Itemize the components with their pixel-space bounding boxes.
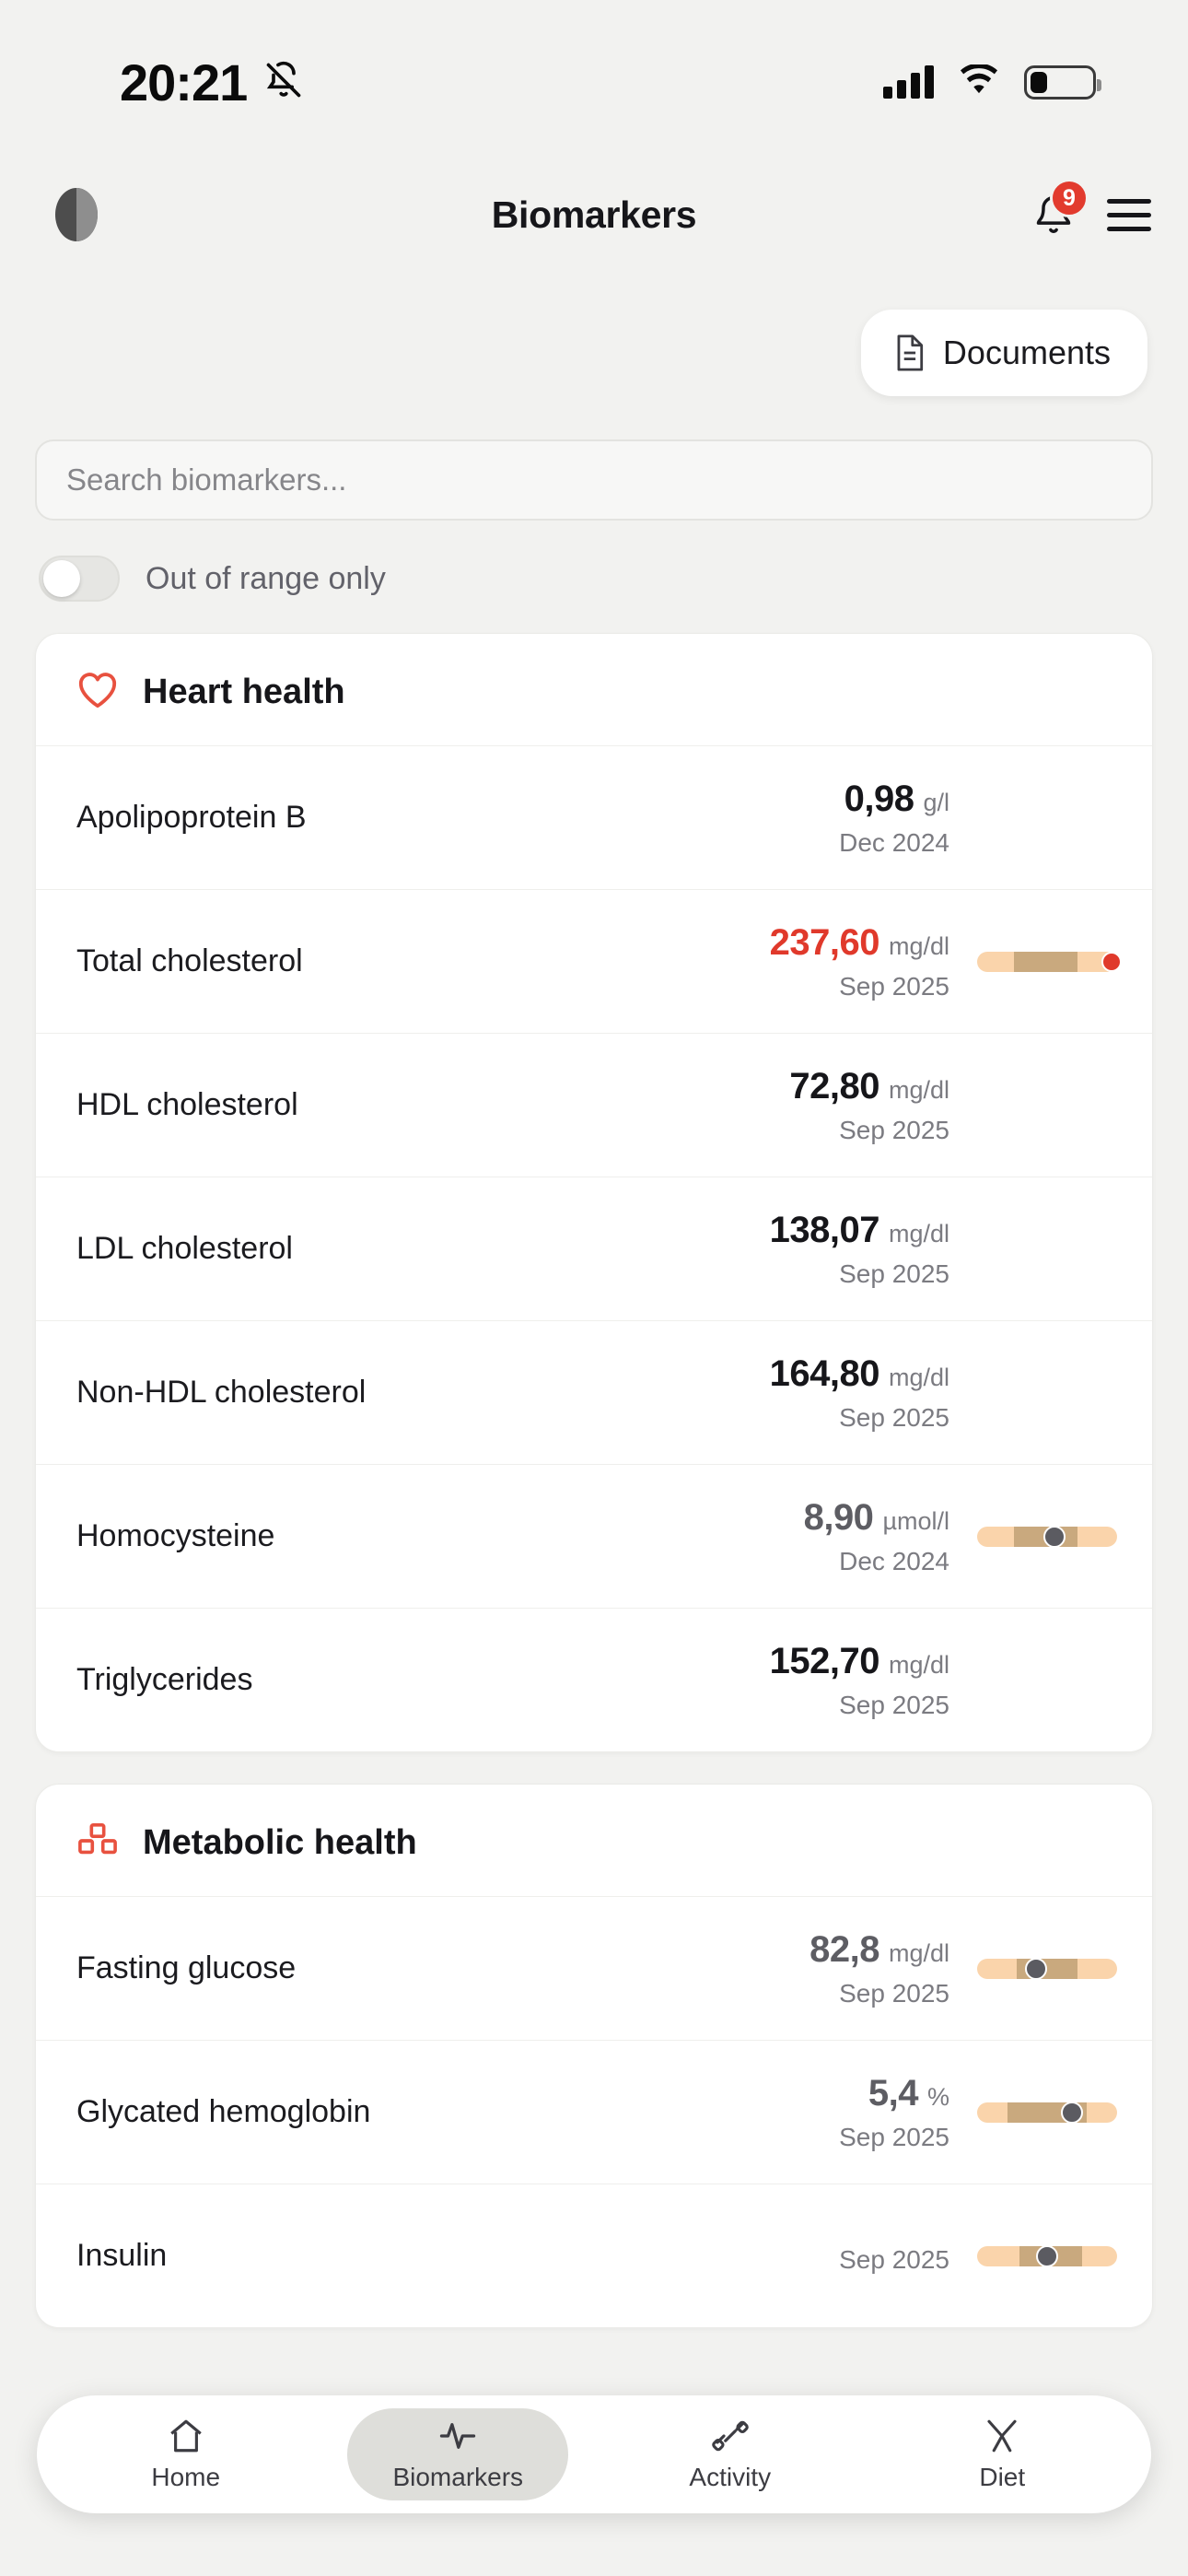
biomarker-unit: mg/dl xyxy=(888,1363,949,1391)
documents-row xyxy=(0,265,1188,396)
biomarker-date: Sep 2025 xyxy=(839,2122,949,2151)
out-of-range-label: Out of range only xyxy=(146,560,386,596)
heart-icon xyxy=(76,671,119,714)
biomarker-date: Dec 2024 xyxy=(839,827,949,857)
section-header xyxy=(36,1785,1152,1896)
bell-slash-icon xyxy=(263,60,304,105)
bottom-tab-bar xyxy=(37,2395,1151,2513)
tab-label: Home xyxy=(151,2463,221,2491)
section-title: Metabolic health xyxy=(143,1823,417,1862)
biomarker-value xyxy=(673,1353,949,1433)
range-indicator xyxy=(977,2246,1117,2266)
biomarker-date: Sep 2025 xyxy=(839,1259,949,1288)
section-card-heart-health xyxy=(35,633,1153,1752)
biomarker-date: Sep 2025 xyxy=(839,1402,949,1432)
range-indicator xyxy=(977,1959,1117,1979)
biomarker-unit: mg/dl xyxy=(888,1219,949,1247)
biomarker-date: Dec 2024 xyxy=(839,1546,949,1575)
search-placeholder: Search biomarkers... xyxy=(66,463,347,497)
range-indicator xyxy=(977,952,1117,972)
table-row[interactable] xyxy=(36,1896,1152,2040)
tab-label: Diet xyxy=(979,2463,1026,2491)
biomarker-unit: mg/dl xyxy=(888,931,949,960)
table-row[interactable] xyxy=(36,1320,1152,1464)
documents-button-label: Documents xyxy=(942,334,1111,371)
biomarker-date: Sep 2025 xyxy=(839,2245,949,2274)
table-row[interactable] xyxy=(36,2040,1152,2184)
biomarker-date: Sep 2025 xyxy=(839,1690,949,1719)
wifi-icon xyxy=(958,64,1000,100)
biomarker-number: 152,70 xyxy=(769,1640,879,1681)
biomarker-date: Sep 2025 xyxy=(839,1115,949,1144)
biomarker-value xyxy=(673,1641,949,1720)
biomarker-number: 72,80 xyxy=(789,1065,879,1107)
biomarker-value xyxy=(673,1929,949,2008)
biomarker-name: Non-HDL cholesterol xyxy=(76,1375,367,1410)
biomarker-value xyxy=(673,1066,949,1145)
biomarker-value xyxy=(673,1497,949,1576)
out-of-range-toggle[interactable] xyxy=(39,556,120,602)
biomarker-unit: mg/dl xyxy=(888,1650,949,1679)
metabolic-cubes-icon xyxy=(76,1821,119,1865)
out-of-range-filter[interactable] xyxy=(0,521,1188,602)
biomarker-number: 138,07 xyxy=(769,1209,879,1250)
table-row[interactable] xyxy=(36,1177,1152,1320)
hamburger-menu-icon[interactable] xyxy=(1107,199,1151,231)
biomarker-value xyxy=(673,779,949,858)
biomarker-value xyxy=(673,1210,949,1289)
table-row[interactable] xyxy=(36,889,1152,1033)
search-input[interactable] xyxy=(35,439,1153,521)
status-bar xyxy=(0,0,1188,164)
notification-badge: 9 xyxy=(1050,179,1089,217)
biomarker-value xyxy=(673,2073,949,2152)
range-indicator xyxy=(977,1527,1117,1547)
biomarker-name: Insulin xyxy=(76,2238,168,2273)
biomarker-number: 164,80 xyxy=(769,1352,879,1394)
biomarker-number: 0,98 xyxy=(844,778,914,819)
biomarker-unit: g/l xyxy=(923,788,949,816)
range-indicator xyxy=(977,2102,1117,2123)
biomarker-date: Sep 2025 xyxy=(839,971,949,1001)
tab-diet[interactable] xyxy=(891,2408,1112,2500)
table-row[interactable] xyxy=(36,1033,1152,1177)
tab-biomarkers[interactable] xyxy=(347,2408,568,2500)
page-title: Biomarkers xyxy=(491,193,697,236)
documents-button[interactable] xyxy=(861,310,1147,396)
tab-activity[interactable] xyxy=(620,2408,841,2500)
cellular-signal-icon xyxy=(883,65,934,99)
biomarker-name: Apolipoprotein B xyxy=(76,800,307,835)
battery-icon xyxy=(1024,65,1096,100)
notifications-button[interactable] xyxy=(1033,184,1076,236)
biomarker-name: Glycated hemoglobin xyxy=(76,2094,371,2129)
header-actions xyxy=(1033,184,1151,236)
biomarker-unit: µmol/l xyxy=(882,1506,949,1535)
biomarker-name: Triglycerides xyxy=(76,1662,253,1697)
section-card-metabolic-health xyxy=(35,1784,1153,2328)
status-bar-left xyxy=(120,53,304,112)
tab-label: Activity xyxy=(689,2463,772,2491)
table-row[interactable] xyxy=(36,745,1152,889)
biomarker-name: Total cholesterol xyxy=(76,943,303,978)
tab-label: Biomarkers xyxy=(392,2463,524,2491)
biomarker-name: Fasting glucose xyxy=(76,1950,297,1985)
table-row[interactable] xyxy=(36,2184,1152,2327)
biomarker-unit: mg/dl xyxy=(888,1075,949,1104)
document-icon xyxy=(894,334,925,371)
biomarker-unit: mg/dl xyxy=(888,1938,949,1967)
biomarker-name: HDL cholesterol xyxy=(76,1087,298,1122)
table-row[interactable] xyxy=(36,1608,1152,1751)
home-icon xyxy=(167,2417,205,2455)
biomarker-date: Sep 2025 xyxy=(839,1978,949,2008)
biomarker-unit: % xyxy=(926,2082,949,2111)
status-time: 20:21 xyxy=(120,53,248,111)
biomarker-value xyxy=(673,922,949,1001)
status-bar-right xyxy=(883,64,1096,100)
table-row[interactable] xyxy=(36,1464,1152,1608)
biomarker-number: 237,60 xyxy=(769,921,879,963)
section-header xyxy=(36,634,1152,745)
app-header xyxy=(0,164,1188,265)
biomarker-name: LDL cholesterol xyxy=(76,1231,293,1266)
biomarker-value xyxy=(673,2237,949,2275)
biomarker-number: 8,90 xyxy=(803,1496,874,1538)
biomarker-number: 5,4 xyxy=(868,2072,918,2113)
pulse-icon xyxy=(438,2417,477,2455)
biomarker-number: 82,8 xyxy=(809,1928,879,1970)
biomarker-name: Homocysteine xyxy=(76,1518,275,1553)
tab-home[interactable] xyxy=(76,2408,297,2500)
section-title: Heart health xyxy=(143,673,345,711)
dumbbell-icon xyxy=(711,2417,750,2455)
cutlery-icon xyxy=(983,2417,1021,2455)
